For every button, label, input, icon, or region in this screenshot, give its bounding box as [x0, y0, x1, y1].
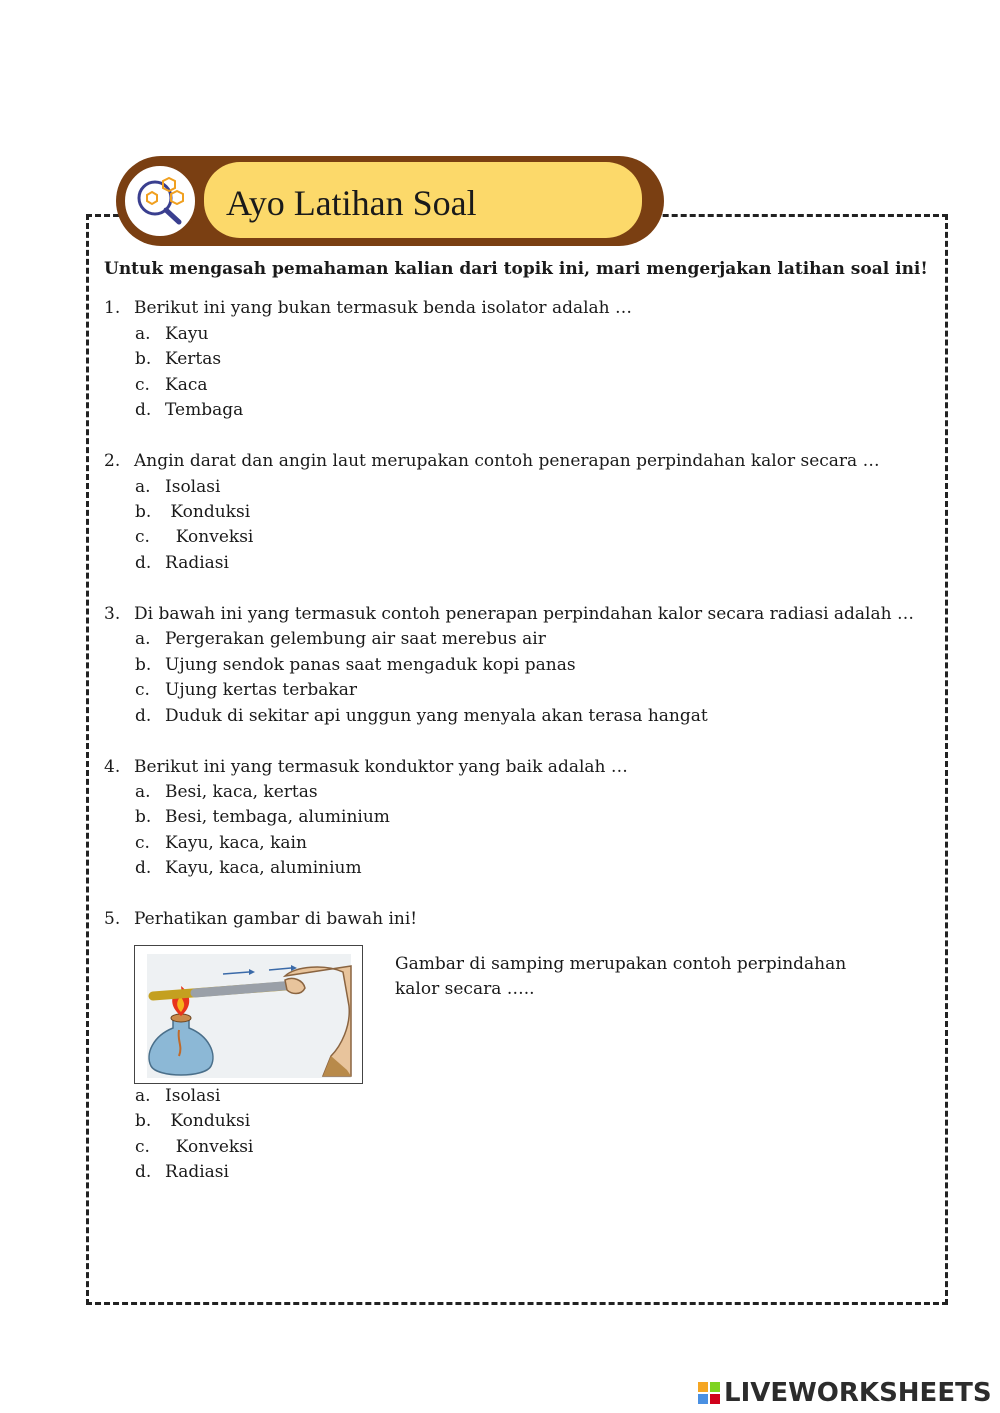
option-1b[interactable]: [135, 349, 221, 369]
question-5-side-text: Gambar di samping merupakan contoh perpindahan kalor secara …..: [395, 954, 847, 999]
option-text: Besi, tembaga, aluminium: [165, 807, 390, 827]
option-3a[interactable]: [135, 629, 546, 649]
option-text: Tembaga: [165, 400, 244, 420]
option-text: Ujung kertas terbakar: [165, 680, 357, 700]
option-1a[interactable]: [135, 324, 208, 344]
question-text: Berikut ini yang bukan termasuk benda isolator adalah …: [134, 298, 633, 318]
option-text: Konveksi: [165, 1137, 254, 1157]
page-title: Ayo Latihan Soal: [226, 183, 477, 223]
option-text: Isolasi: [165, 1086, 221, 1106]
option-4b[interactable]: [135, 807, 390, 827]
option-letter: c.: [135, 527, 150, 547]
option-text: Kertas: [165, 349, 222, 369]
question-number: 4.: [104, 757, 121, 777]
option-letter: d.: [135, 553, 152, 573]
question-text: Perhatikan gambar di bawah ini!: [134, 909, 418, 929]
liveworksheets-logo[interactable]: [697, 1376, 992, 1410]
option-text: Isolasi: [165, 477, 221, 497]
option-letter: b.: [135, 807, 152, 827]
option-letter: a.: [135, 782, 151, 802]
option-text: Kayu: [165, 324, 209, 344]
option-1d[interactable]: [135, 400, 243, 420]
option-letter: c.: [135, 1137, 150, 1157]
option-2c[interactable]: [135, 527, 253, 547]
question-number: 2.: [104, 451, 121, 471]
option-5d[interactable]: [135, 1162, 229, 1182]
option-2d[interactable]: [135, 553, 229, 573]
conduction-illustration: [134, 945, 363, 1084]
option-text: Kayu, kaca, kain: [165, 833, 307, 853]
option-letter: c.: [135, 680, 150, 700]
option-letter: a.: [135, 324, 151, 344]
option-letter: b.: [135, 655, 152, 675]
option-text: Kayu, kaca, aluminium: [165, 858, 362, 878]
option-3b[interactable]: [135, 655, 576, 675]
option-letter: d.: [135, 706, 152, 726]
option-5b[interactable]: [135, 1111, 250, 1131]
option-1c[interactable]: [135, 375, 208, 395]
molecule-search-icon: [122, 163, 198, 239]
option-text: Kaca: [165, 375, 208, 395]
option-text: Ujung sendok panas saat mengaduk kopi panas: [165, 655, 576, 675]
option-4c[interactable]: [135, 833, 307, 853]
option-3d[interactable]: [135, 706, 708, 726]
question-number: 1.: [104, 298, 121, 318]
option-letter: c.: [135, 833, 150, 853]
option-letter: c.: [135, 375, 150, 395]
option-text: Konduksi: [165, 1111, 251, 1131]
option-text: Radiasi: [165, 553, 229, 573]
question-number: 5.: [104, 909, 121, 929]
question-text: Di bawah ini yang termasuk contoh penerapan perpindahan kalor secara radiasi adalah …: [134, 604, 914, 624]
option-letter: d.: [135, 858, 152, 878]
option-letter: d.: [135, 1162, 152, 1182]
option-4a[interactable]: [135, 782, 318, 802]
option-3c[interactable]: [135, 680, 357, 700]
option-letter: b.: [135, 502, 152, 522]
option-letter: d.: [135, 400, 152, 420]
option-text: Besi, kaca, kertas: [165, 782, 318, 802]
option-text: Pergerakan gelembung air saat merebus air: [165, 629, 546, 649]
question-5: [104, 909, 417, 929]
option-text: Radiasi: [165, 1162, 229, 1182]
option-letter: a.: [135, 1086, 151, 1106]
option-letter: a.: [135, 629, 151, 649]
option-2b[interactable]: [135, 502, 250, 522]
option-5c[interactable]: [135, 1137, 253, 1157]
option-text: Konduksi: [165, 502, 251, 522]
question-4: [104, 757, 628, 777]
liveworksheets-logo-icon: [697, 1381, 721, 1405]
question-text: Berikut ini yang termasuk konduktor yang baik adalah …: [134, 757, 628, 777]
question-2: [104, 451, 880, 471]
question-number: 3.: [104, 604, 121, 624]
instructions: Untuk mengasah pemahaman kalian dari topik ini, mari mengerjakan latihan soal ini!: [104, 259, 928, 279]
question-1: [104, 298, 632, 318]
option-letter: b.: [135, 349, 152, 369]
option-4d[interactable]: [135, 858, 362, 878]
question-text: Angin darat dan angin laut merupakan contoh penerapan perpindahan kalor secara …: [134, 451, 880, 471]
question-3: [104, 604, 914, 624]
option-letter: b.: [135, 1111, 152, 1131]
option-2a[interactable]: [135, 477, 220, 497]
option-text: Konveksi: [165, 527, 254, 547]
option-text: Duduk di sekitar api unggun yang menyala akan terasa hangat: [165, 706, 708, 726]
option-letter: a.: [135, 477, 151, 497]
logo-text: LIVEWORKSHEETS: [724, 1378, 992, 1408]
option-5a[interactable]: [135, 1086, 220, 1106]
